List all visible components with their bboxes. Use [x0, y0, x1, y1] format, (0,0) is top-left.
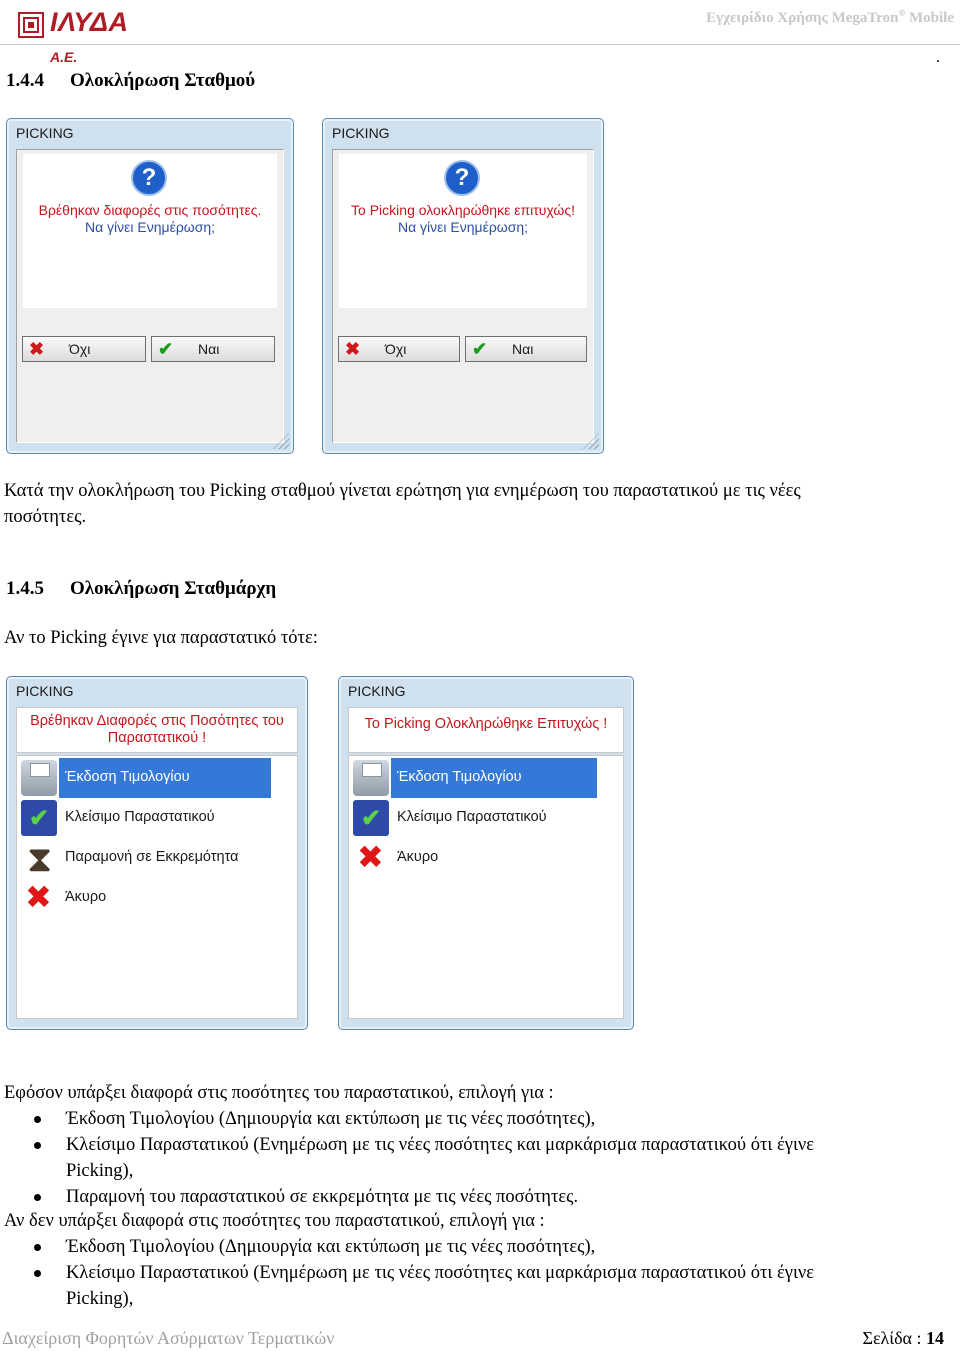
checkmark-icon: ✔ — [472, 339, 488, 359]
close-x-icon: ✖ — [345, 339, 361, 359]
option-close-document[interactable]: ✔ Κλείσιμο Παραστατικού — [17, 798, 297, 838]
paragraph-station-completion: Κατά την ολοκλήρωση του Picking σταθμού γίνεται ερώτηση για ενημέρωση του παραστατικού με τις νέες ποσότητες. — [4, 481, 801, 527]
picking-options-dialog-differences — [6, 676, 308, 1030]
cancel-x-icon — [21, 880, 57, 916]
section-heading-1-4-4: 1.4.4 Ολοκλήρωση Σταθμού — [6, 70, 256, 91]
list-item: Κλείσιμο Παραστατικού (Ενημέρωση με τις νέες ποσότητες και μαρκάρισμα παραστατικού ότι έγινε Picking), — [0, 1132, 880, 1184]
logo-mark-icon — [18, 12, 44, 38]
close-x-icon: ✖ — [29, 339, 45, 359]
picking-options-dialog-success — [338, 676, 634, 1030]
message-panel — [23, 154, 277, 308]
clipboard-check-icon — [21, 800, 57, 836]
no-button[interactable]: ✖ Όχι — [22, 336, 146, 362]
dialog-message: Το Picking ολοκληρώθηκε επιτυχώς! Να γίνει Ενημέρωση; — [351, 202, 575, 235]
option-cancel[interactable]: ✖ Άκυρο — [349, 838, 623, 878]
page-number: Σελίδα : 14 — [862, 1328, 944, 1348]
diff-intro: Εφόσον υπάρξει διαφορά στις ποσότητες του παραστατικού, επιλογή για : — [4, 1083, 554, 1103]
hourglass-icon — [21, 840, 57, 876]
footer-title: Διαχείριση Φορητών Ασύρματων Τερματικών — [2, 1328, 335, 1348]
header-divider — [0, 44, 960, 45]
nodiff-options-list — [0, 1234, 880, 1312]
manual-title: Εγχειρίδιο Χρήσης MegaTron® Mobile — [706, 8, 954, 26]
dialog-title: PICKING — [348, 683, 406, 699]
cancel-x-icon — [353, 840, 389, 876]
section-heading-1-4-5: 1.4.5 Ολοκλήρωση Σταθμάρχη — [6, 578, 277, 599]
option-issue-invoice[interactable]: Έκδοση Τιμολογίου — [17, 758, 297, 798]
company-logo — [18, 7, 154, 65]
dialog-title: PICKING — [16, 683, 74, 699]
intro-text: Αν το Picking έγινε για παραστατικό τότε: — [4, 628, 318, 648]
list-item: Έκδοση Τιμολογίου (Δημιουργία και εκτύπωση με τις νέες ποσότητες), — [0, 1106, 880, 1132]
nodiff-intro: Αν δεν υπάρξει διαφορά στις ποσότητες του παραστατικού, επιλογή για : — [4, 1211, 545, 1231]
option-issue-invoice[interactable]: Έκδοση Τιμολογίου — [349, 758, 623, 798]
dialog-message: Βρέθηκαν διαφορές στις ποσότητες. Να γίνει Ενημέρωση; — [38, 202, 262, 235]
logo-text: ΙΛΥΔΑ Α.Ε. — [50, 7, 128, 65]
option-cancel[interactable]: ✖ Άκυρο — [17, 878, 297, 918]
dialog-message: Βρέθηκαν Διαφορές στις Ποσότητες του Παραστατικού ! — [16, 707, 298, 753]
picking-dialog-differences — [6, 118, 294, 454]
list-item: Έκδοση Τιμολογίου (Δημιουργία και εκτύπωση με τις νέες ποσότητες), — [0, 1234, 880, 1260]
option-close-document[interactable]: ✔ Κλείσιμο Παραστατικού — [349, 798, 623, 838]
dialog-title: PICKING — [16, 125, 74, 141]
yes-button[interactable]: ✔ Ναι — [151, 336, 275, 362]
options-list — [16, 755, 298, 1019]
printer-icon — [353, 760, 389, 796]
option-keep-pending[interactable]: ⧗ Παραμονή σε Εκκρεμότητα — [17, 838, 297, 878]
yes-button[interactable]: ✔ Ναι — [465, 336, 587, 362]
question-icon: ? — [444, 160, 480, 196]
question-icon: ? — [131, 160, 167, 196]
dialog-title: PICKING — [332, 125, 390, 141]
dialog-body — [332, 149, 594, 443]
dialog-message: Το Picking Ολοκληρώθηκε Επιτυχώς ! — [348, 707, 624, 753]
diff-options-list — [0, 1106, 880, 1210]
clipboard-check-icon — [353, 800, 389, 836]
printer-icon — [21, 760, 57, 796]
options-list — [348, 755, 624, 1019]
message-panel — [339, 154, 587, 308]
dialog-body — [16, 149, 284, 443]
list-item: Παραμονή του παραστατικού σε εκκρεμότητα με τις νέες ποσότητες. — [0, 1184, 880, 1210]
no-button[interactable]: ✖ Όχι — [338, 336, 460, 362]
picking-dialog-success — [322, 118, 604, 454]
checkmark-icon: ✔ — [158, 339, 174, 359]
header-dot: . — [936, 49, 940, 66]
list-item: Κλείσιμο Παραστατικού (Ενημέρωση με τις νέες ποσότητες και μαρκάρισμα παραστατικού ότι έγινε Picking), — [0, 1260, 880, 1312]
